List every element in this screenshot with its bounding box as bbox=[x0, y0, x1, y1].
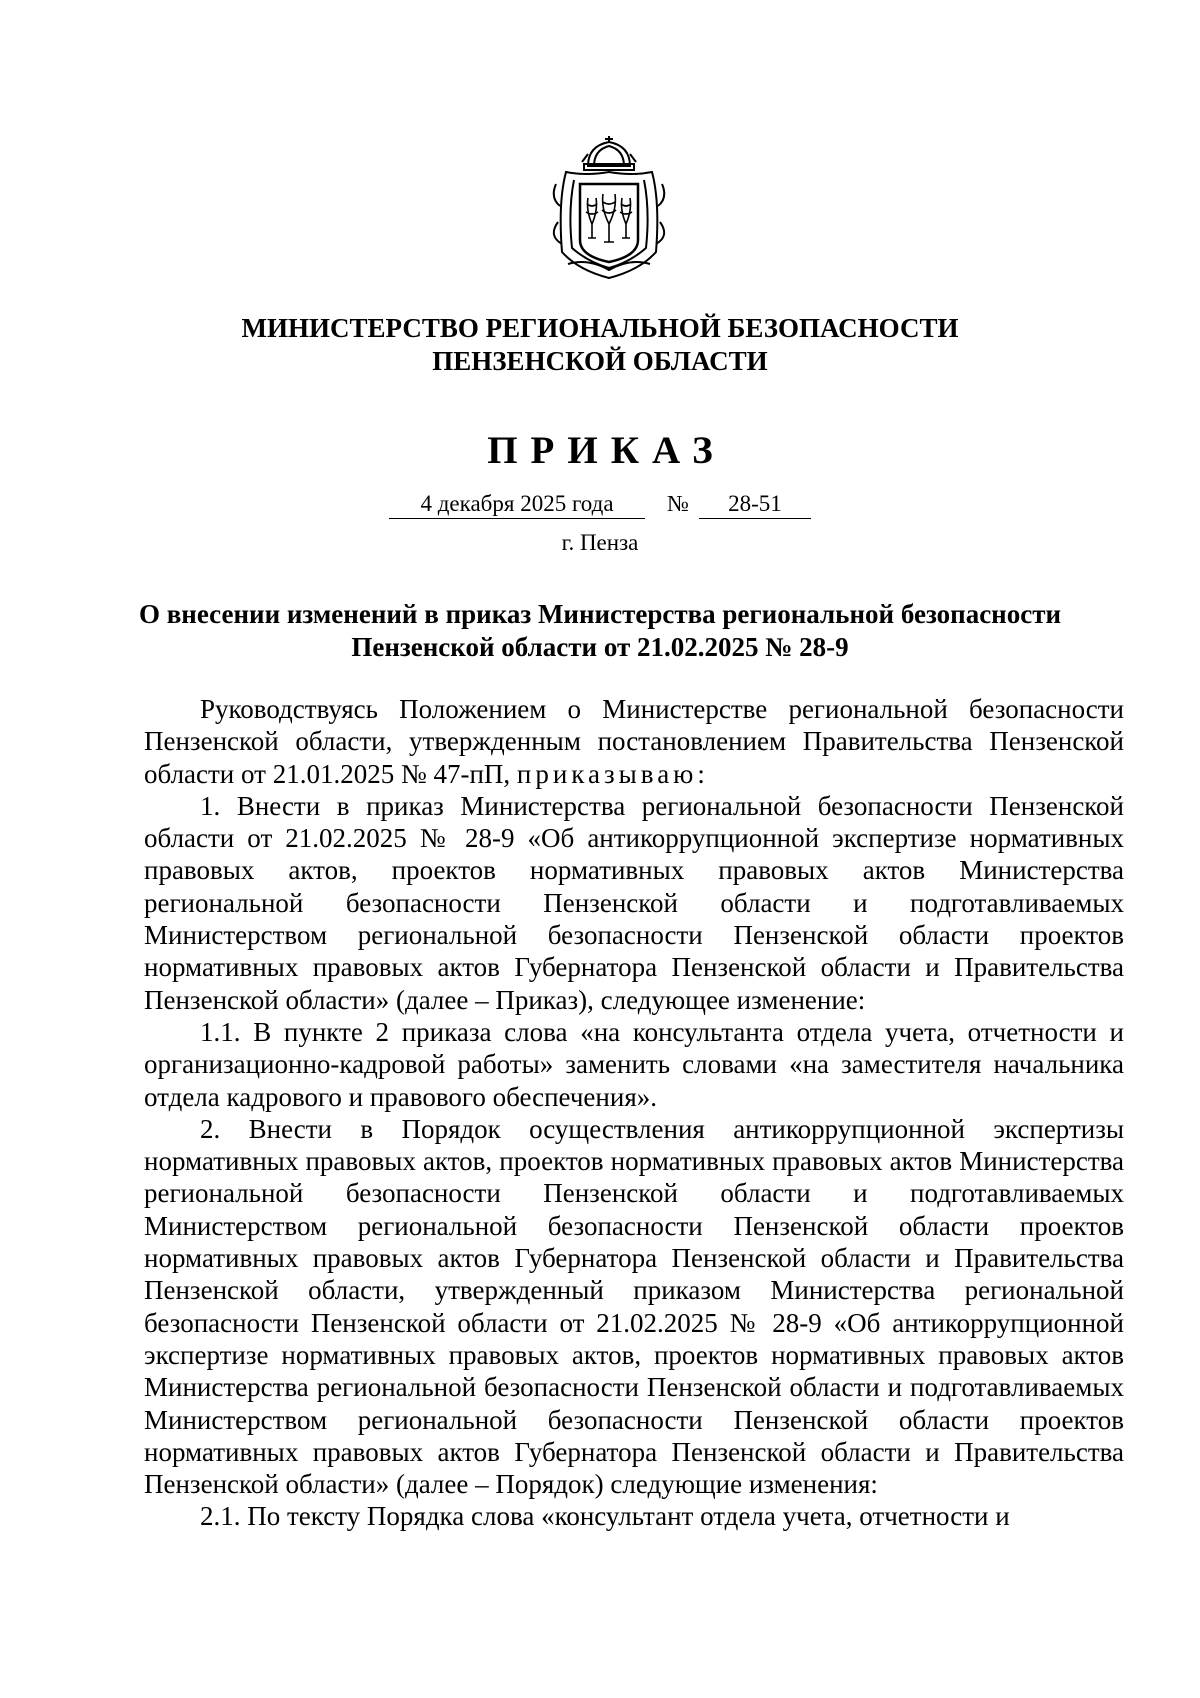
paragraph-2-1: 2.1. По тексту Порядка слова «консультант отдела учета, отчетности и bbox=[200, 1501, 1010, 1532]
subject-line-2: Пензенской области от 21.02.2025 № 28-9 bbox=[351, 632, 849, 662]
number-sign: № bbox=[667, 491, 689, 516]
city: г. Пенза bbox=[561, 530, 639, 555]
paragraph-1-1: 1.1. В пункте 2 приказа слова «на консультанта отдела учета, отчетности и организационно-кадровой работы» заменить словами «на заместителя начальника отдела кадрового и правового обеспечения». bbox=[144, 1016, 1124, 1112]
intro-paragraph bbox=[144, 693, 1124, 790]
coat-of-arms-icon bbox=[548, 132, 670, 284]
paragraph-2: 2. Внести в Порядок осуществления антикоррупционной экспертизы нормативных правовых актов, проектов нормативных правовых актов Министерства региональной безопасности Пензенской области и подготавливаемых Министерством региональной безопасности Пензенской области проектов нормативных правовых актов Губернатора Пензенской области и Правительства Пензенской области, утвержденный приказом Министерства региональной безопасности Пензенской области от 21.02.2025 № 28-9 «Об антикоррупционной экспертизе нормативных правовых актов, проектов нормативных правовых актов Министерства региональной безопасности Пензенской области и подготавливаемых Министерством региональной безопасности Пензенской области проектов нормативных правовых актов Губернатора Пензенской области и Правительства Пензенской области» (далее – Порядок) следующие изменения: bbox=[144, 1113, 1124, 1500]
ministry-line-1: МИНИСТЕРСТВО РЕГИОНАЛЬНОЙ БЕЗОПАСНОСТИ bbox=[241, 313, 959, 343]
paragraph-1: 1. Внести в приказ Министерства региональной безопасности Пензенской области от 21.02.2025 № 28-9 «Об антикоррупционной экспертизе нормативных правовых актов, проектов нормативных правовых актов Министерства региональной безопасности Пензенской области и подготавливаемых Министерством региональной безопасности Пензенской области проектов нормативных правовых актов Губернатора Пензенской области и Правительства Пензенской области» (далее – Приказ), следующее изменение: bbox=[144, 790, 1124, 1015]
order-date: 4 декабря 2025 года bbox=[389, 490, 645, 519]
intro-text: Руководствуясь Положением о Министерстве региональной безопасности Пензенской области, утвержденным постановлением Правительства Пензенской области от 21.01.2025 № 47-пП, bbox=[144, 694, 1124, 789]
subject-line-1: О внесении изменений в приказ Министерства региональной безопасности bbox=[138, 599, 1062, 629]
document-type-title: ПРИКАЗ bbox=[487, 429, 726, 472]
ministry-name bbox=[0, 312, 1200, 378]
order-number: 28-51 bbox=[699, 490, 811, 519]
order-word: приказываю: bbox=[516, 758, 709, 789]
ministry-line-2: ПЕНЗЕНСКОЙ ОБЛАСТИ bbox=[432, 346, 768, 376]
date-number-row bbox=[0, 490, 1200, 519]
order-body bbox=[144, 693, 1124, 1533]
order-subject bbox=[0, 598, 1200, 664]
